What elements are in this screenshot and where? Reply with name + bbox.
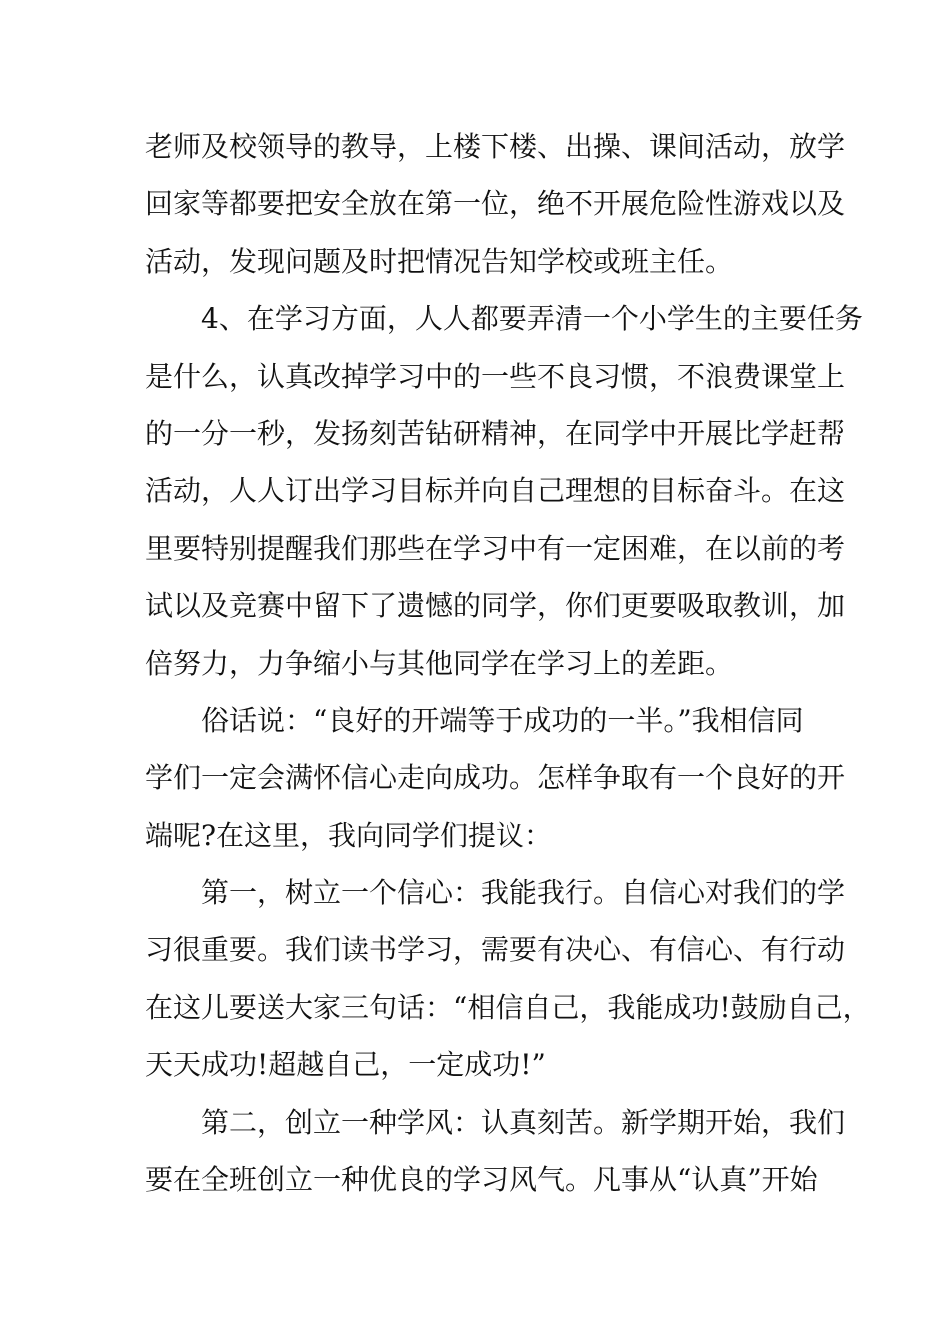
text-line: 俗话说：“良好的开端等于成功的一半。”我相信同	[145, 703, 804, 737]
text-line: 回家等都要把安全放在第一位，绝不开展危险性游戏以及	[145, 187, 846, 221]
text-line: 倍努力，力争缩小与其他同学在学习上的差距。	[145, 646, 734, 680]
text-line: 的一分一秒，发扬刻苦钻研精神，在同学中开展比学赶帮	[145, 416, 846, 450]
text-line: 是什么，认真改掉学习中的一些不良习惯，不浪费课堂上	[145, 359, 846, 393]
document-body	[145, 118, 871, 1208]
text-line: 活动，人人订出学习目标并向自己理想的目标奋斗。在这	[145, 474, 846, 508]
text-line: 端呢?在这里，我向同学们提议：	[145, 818, 553, 852]
text-line: 老师及校领导的教导，上楼下楼、出操、课间活动，放学	[145, 130, 846, 163]
text-line: 习很重要。我们读书学习，需要有决心、有信心、有行动	[145, 933, 846, 967]
text-line: 要在全班创立一种优良的学习风气。凡事从“认真”开始	[145, 1163, 818, 1197]
text-line: 第一，树立一个信心：我能我行。自信心对我们的学	[145, 876, 846, 910]
text-line: 天天成功!超越自己，一定成功!”	[145, 1048, 546, 1082]
text-line: 在这儿要送大家三句话：“相信自己，我能成功!鼓励自己，	[145, 990, 871, 1024]
text-line: 4、在学习方面，人人都要弄清一个小学生的主要任务	[145, 302, 863, 336]
text-line: 第二，创立一种学风：认真刻苦。新学期开始，我们	[145, 1105, 846, 1139]
text-line: 里要特别提醒我们那些在学习中有一定困难，在以前的考	[145, 531, 846, 565]
text-line: 学们一定会满怀信心走向成功。怎样争取有一个良好的开	[145, 761, 846, 795]
text-line: 活动，发现问题及时把情况告知学校或班主任。	[145, 244, 734, 278]
text-line: 试以及竞赛中留下了遗憾的同学，你们更要吸取教训，加	[145, 589, 846, 623]
